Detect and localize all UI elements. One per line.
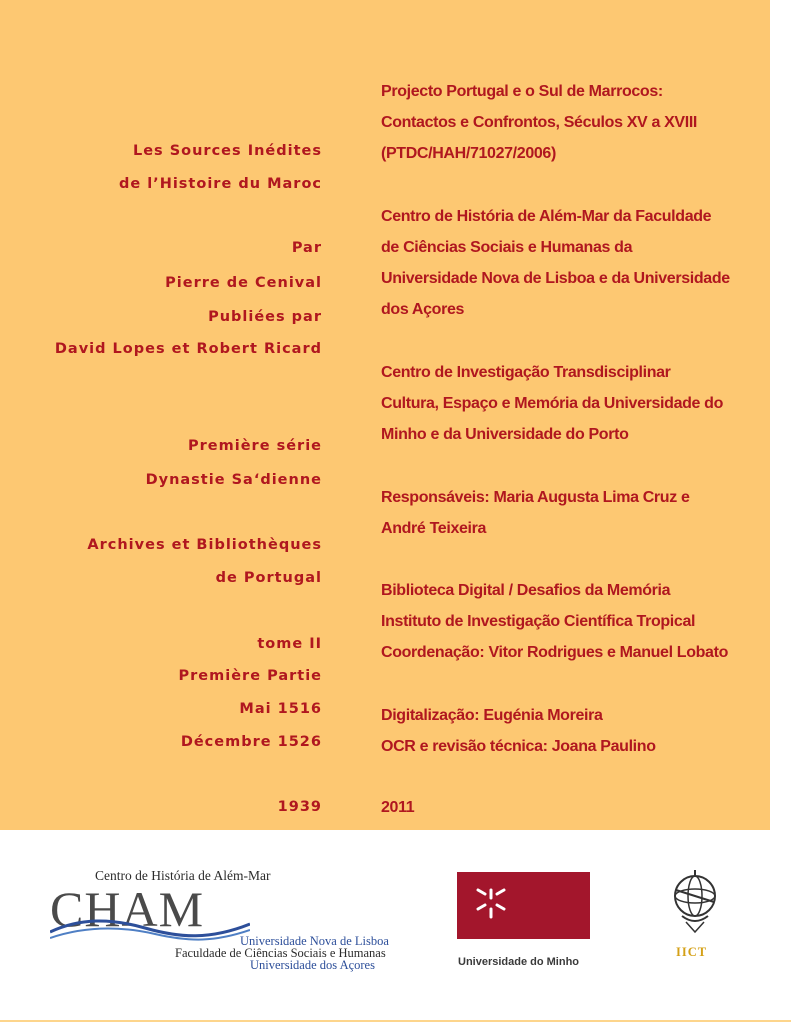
digitization-line: Digitalização: Eugénia Moreira (381, 707, 603, 724)
project-line-2: Contactos e Confrontos, Séculos XV a XVIII (381, 114, 698, 131)
author-name: Pierre de Cenival (165, 275, 322, 291)
archives-line-1: Archives et Bibliothèques (87, 537, 322, 553)
citcem-line-1: Centro de Investigação Transdisciplinar (381, 364, 671, 381)
cham-line-3: Universidade Nova de Lisboa e da Universidade (381, 270, 730, 287)
date-start: Mai 1516 (239, 701, 322, 717)
responsible-line-2: André Teixeira (381, 520, 487, 537)
page-margin (770, 0, 791, 830)
title-line-2: de l’Histoire du Maroc (118, 176, 322, 192)
volume-label: tome II (257, 636, 322, 652)
cham-wordmark: CHAM (50, 881, 205, 937)
dynasty-label: Dynastie Sa‘dienne (145, 472, 322, 488)
date-end: Décembre 1526 (180, 734, 322, 750)
project-code: (PTDC/HAH/71027/2006) (381, 145, 556, 162)
minho-star-icon (457, 872, 590, 939)
part-label: Première Partie (178, 668, 322, 684)
minho-label: Universidade do Minho (458, 956, 580, 968)
responsible-line-1: Responsáveis: Maria Augusta Lima Cruz e (381, 489, 690, 506)
title-line-1: Les Sources Inédites (132, 143, 322, 159)
cham-university-nova: Universidade Nova de Lisboa (240, 934, 389, 948)
editors-names: David Lopes et Robert Ricard (54, 341, 322, 357)
citcem-line-2: Cultura, Espaço e Memória da Universidade do (381, 395, 724, 412)
iict-emblem-icon (664, 866, 726, 936)
cham-line-1: Centro de História de Além-Mar da Faculdade (381, 208, 712, 225)
published-by-label: Publiées par (208, 309, 322, 325)
cham-line-2: de Ciências Sociais e Humanas da (381, 239, 633, 256)
cham-university-azores: Universidade dos Açores (250, 958, 375, 972)
digital-edition-year: 2011 (381, 799, 415, 816)
ocr-line: OCR e revisão técnica: Joana Paulino (381, 738, 656, 755)
archives-line-2: de Portugal (215, 570, 322, 586)
minho-logo (457, 872, 590, 939)
cham-logo (50, 862, 405, 977)
cham-line-4: dos Açores (381, 301, 465, 318)
cham-top-line: Centro de História de Além-Mar (95, 868, 271, 883)
citcem-line-3: Minho e da Universidade do Porto (381, 426, 629, 443)
series-label: Première série (188, 438, 322, 454)
publication-year: 1939 (277, 799, 322, 815)
bottom-divider (0, 1020, 791, 1022)
iict-label: IICT (676, 945, 708, 959)
cham-faculty: Faculdade de Ciências Sociais e Humanas (175, 946, 386, 960)
library-line-2: Instituto de Investigação Científica Tropical (381, 613, 696, 630)
library-line-1: Biblioteca Digital / Desafios da Memória (381, 582, 671, 599)
coordination-line: Coordenação: Vitor Rodrigues e Manuel Lobato (381, 644, 729, 661)
cham-wave-icon (50, 914, 250, 944)
by-label: Par (291, 240, 322, 256)
project-line-1: Projecto Portugal e o Sul de Marrocos: (381, 83, 663, 100)
